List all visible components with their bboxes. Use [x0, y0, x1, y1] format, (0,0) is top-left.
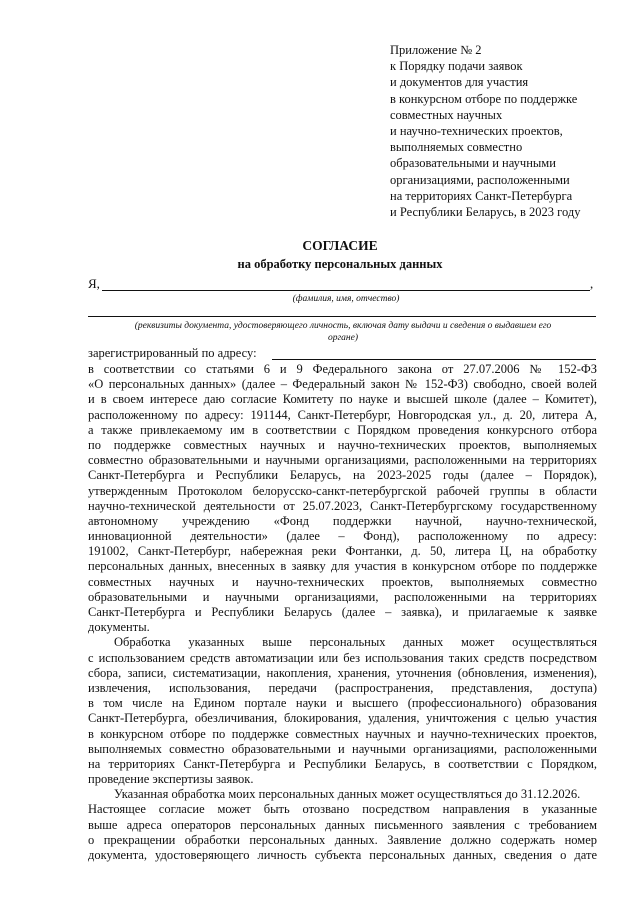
appendix-line: и научно-технических проектов, [390, 124, 563, 139]
body-line: образовательными и научными организациями, расположенными на территориях [88, 589, 597, 604]
body-line: расположенному по адресу: 191144, Санкт-Петербург, Новгородская ул., д. 20, литера А, [88, 407, 597, 422]
appendix-line: к Порядку подачи заявок [390, 59, 523, 74]
body-line: Обработка указанных выше персональных данных может осуществляться [114, 635, 597, 650]
body-line: 191002, Санкт-Петербург, набережная реки Фонтанки, д. 50, литера Ц, на обработку [88, 544, 597, 559]
fio-caption: (фамилия, имя, отчество) [292, 294, 400, 304]
appendix-line: организациями, расположенными [390, 172, 570, 187]
appendix-line: выполняемых совместно [390, 140, 523, 155]
body-line: Санкт-Петербурга и Республики Беларусь (далее – заявка), и прилагаемые к заявке [88, 605, 597, 619]
body-line: проведение экспертизы заявок. [88, 772, 254, 787]
body-line: Санкт-Петербурга, обезличивания, блокирования, удаления, уничтожения с целью участия [88, 711, 597, 726]
appendix-line: в конкурсном отборе по поддержке [390, 91, 578, 106]
appendix-line: Приложение № 2 [390, 43, 482, 57]
body-line: утвержденным Протоколом белорусско-санкт-петербургской рабочей группы в области [88, 483, 597, 498]
body-line: в конкурсном отборе по поддержке совместных научных и научно-технических проектов, [88, 726, 597, 741]
body-line: а также привлекаемому им в соответствии с Порядком проведения конкурсного отбора [88, 422, 597, 437]
body-line: выше адреса операторов персональных данных письменного заявления с требованием [88, 817, 597, 832]
body-line: о прекращении обработки персональных данных. Заявление должно содержать номер [88, 832, 597, 847]
body-line: и в своем интересе даю согласие Комитету по науке и высшей школе (далее – Комитет), [88, 392, 597, 407]
document-details-caption-2: органе) [327, 333, 359, 343]
document-title: СОГЛАСИЕ [302, 238, 378, 253]
body-line: «О персональных данных» (далее – Федеральный закон № 152-ФЗ) свободно, своей волей [88, 377, 597, 392]
body-line: извлечения, использования, передачи (распространения, представления, доступа) [88, 680, 597, 695]
body-line: Указанная обработка моих персональных данных может осуществляться до 31.12.2026. [114, 787, 581, 802]
body-line: инновационной деятельности» (далее – Фонд), расположенному по адресу: [88, 529, 597, 544]
body-line: документы. [88, 620, 150, 635]
document-details-line [88, 316, 596, 317]
appendix-line: и документов для участия [390, 75, 529, 90]
appendix-header [390, 42, 630, 220]
body-line: совместных научных и научно-технических проектов, выполняемых совместно [88, 574, 597, 589]
appendix-line: на территориях Санкт-Петербурга [390, 188, 573, 203]
document-details-caption: (реквизиты документа, удостоверяющего личность, включая дату выдачи и сведения о выдавшем его [134, 321, 552, 331]
consent-body [88, 362, 597, 863]
fio-line-comma: , [590, 276, 594, 291]
body-line: в том числе на Едином портале науки и высшего (профессионального) образования [88, 696, 597, 711]
body-line: сбора, записи, систематизации, накопления, хранения, уточнения (обновления, изменения), [88, 665, 597, 680]
body-line: Санкт-Петербурга и Республики Беларусь, на 2023-2025 годы (далее – Порядок), [88, 468, 597, 483]
appendix-line: образовательными и научными [390, 156, 556, 171]
body-line: совместно образовательными и научными организациями, расположенными на территориях [88, 453, 597, 468]
document-subtitle: на обработку персональных данных [237, 257, 443, 271]
appendix-line: совместных научных [390, 107, 503, 122]
body-line: на территориях Санкт-Петербурга и Республики Беларусь, в соответствии с Порядком, [88, 756, 597, 771]
body-line: с использованием средств автоматизации или без использования таких средств посредством [88, 650, 597, 665]
body-line: персональных данных, внесенных в заявку для участия в конкурсном отборе по поддержке [88, 559, 597, 574]
body-line: Настоящее согласие может быть отозвано посредством направления в указанные [88, 802, 597, 817]
address-label: зарегистрированный по адресу: [88, 346, 257, 360]
appendix-line: и Республики Беларусь, в 2023 году [390, 205, 581, 220]
body-line: научно-технической деятельности от 25.07.2023, Санкт-Петербургскому государственному [88, 498, 597, 513]
ya-label: Я, [88, 276, 100, 291]
body-line: выполняемых совместно образовательными и научными организациями, расположенными [88, 741, 597, 756]
body-line: автономному учреждению «Фонд поддержки научной, научно-технической, [88, 513, 597, 528]
body-line: документа, удостоверяющего личность субъекта персональных данных, сведения о дате [88, 848, 597, 862]
body-line: по поддержке совместных научных и научно-технических проектов, выполняемых [88, 437, 597, 452]
body-line: в соответствии со статьями 6 и 9 Федерального закона от 27.07.2006 № 152-ФЗ [88, 362, 597, 376]
address-line [272, 359, 596, 360]
fio-line [102, 290, 590, 291]
